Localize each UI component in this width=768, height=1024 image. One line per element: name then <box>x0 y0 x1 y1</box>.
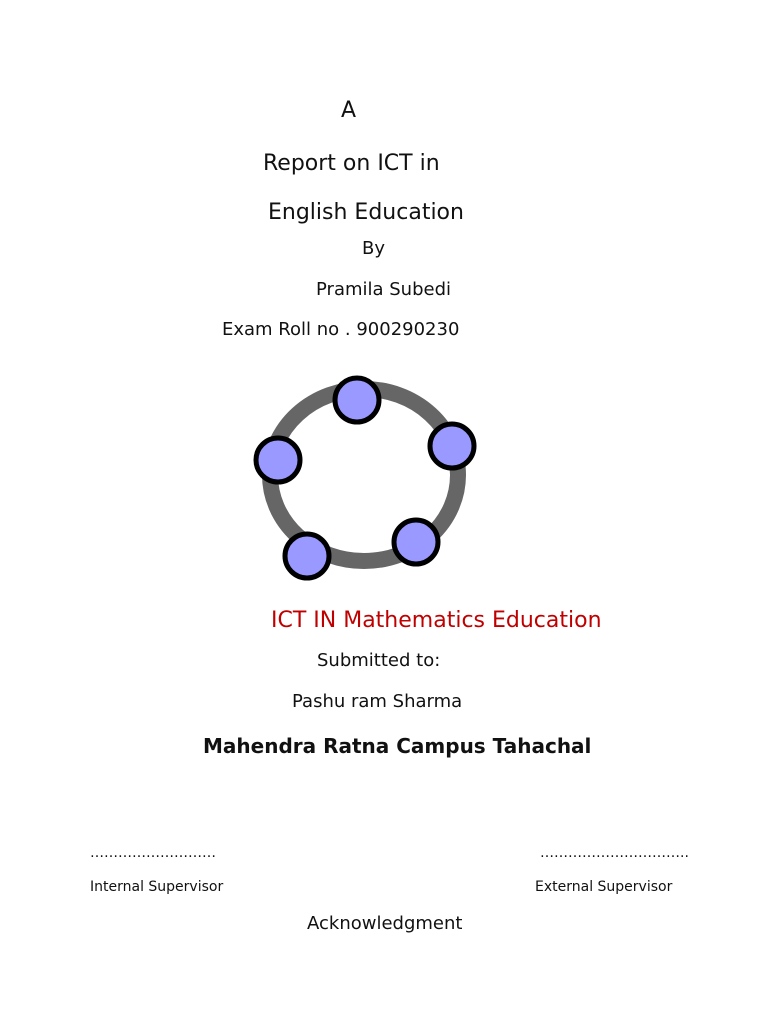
title-line-1: Report on ICT in <box>263 151 440 176</box>
submitted-to-label: Submitted to: <box>317 650 441 671</box>
internal-signature-line: ……………………… <box>90 845 216 861</box>
geogebra-logo-icon <box>250 370 480 585</box>
recipient-name: Pashu ram Sharma <box>292 691 463 712</box>
external-signature-line: ………………………….. <box>540 845 689 861</box>
logo-node <box>394 520 438 564</box>
subtitle: ICT IN Mathematics Education <box>271 608 602 633</box>
logo-node <box>430 424 474 468</box>
internal-supervisor-label: Internal Supervisor <box>90 879 224 895</box>
title-letter-a: A <box>341 98 357 123</box>
by-label: By <box>362 238 386 259</box>
acknowledgment-heading: Acknowledgment <box>307 913 463 934</box>
external-supervisor-label: External Supervisor <box>535 879 673 895</box>
campus-name: Mahendra Ratna Campus Tahachal <box>203 734 592 758</box>
exam-roll-number: Exam Roll no . 900290230 <box>222 319 460 340</box>
title-line-2: English Education <box>268 200 464 225</box>
author-name: Pramila Subedi <box>316 279 452 300</box>
logo-node <box>285 534 329 578</box>
logo-node <box>256 438 300 482</box>
logo-node <box>335 378 379 422</box>
